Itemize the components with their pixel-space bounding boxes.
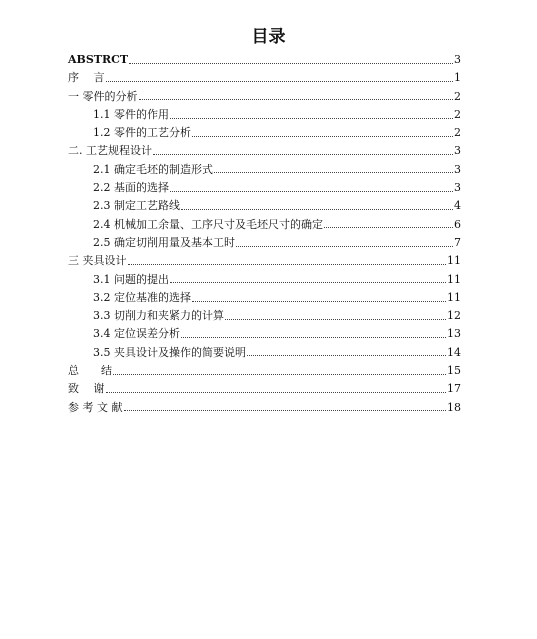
toc-label: 2.3 制定工艺路线 xyxy=(93,199,180,213)
dot-leader xyxy=(324,227,453,228)
toc-page-number: 3 xyxy=(454,144,461,158)
dot-leader xyxy=(129,63,453,64)
dot-leader xyxy=(170,282,446,283)
toc-entry-2-4 xyxy=(68,216,461,234)
toc-entry-1-2 xyxy=(68,124,461,142)
table-of-contents xyxy=(68,51,461,417)
toc-entry-2-5 xyxy=(68,234,461,252)
toc-label: 3.1 问题的提出 xyxy=(93,272,169,286)
toc-label: 序 言 xyxy=(68,71,105,85)
dot-leader xyxy=(124,410,447,411)
toc-page-number: 3 xyxy=(454,181,461,195)
toc-page-number: 13 xyxy=(447,327,461,341)
toc-page-number: 7 xyxy=(454,235,461,249)
toc-entry-2-3 xyxy=(68,197,461,215)
toc-page-number: 2 xyxy=(454,126,461,140)
toc-entry-abstract xyxy=(68,51,461,69)
toc-page-number: 1 xyxy=(454,71,461,85)
toc-page-number: 3 xyxy=(454,162,461,176)
toc-label: ABSTRCT xyxy=(68,53,129,66)
dot-leader xyxy=(153,154,453,155)
dot-leader xyxy=(170,118,453,119)
toc-page-number: 12 xyxy=(447,309,461,323)
toc-label: 3.2 定位基准的选择 xyxy=(93,290,191,304)
toc-page-number: 2 xyxy=(454,107,461,121)
toc-label: 2.4 机械加工余量、工序尺寸及毛坯尺寸的确定 xyxy=(93,217,323,231)
toc-entry-3-1 xyxy=(68,271,461,289)
toc-label: 二. 工艺规程设计 xyxy=(68,144,152,158)
toc-page-number: 14 xyxy=(447,345,461,359)
toc-entry-3-5 xyxy=(68,344,461,362)
toc-entry-summary xyxy=(68,362,461,380)
toc-label: 2.1 确定毛坯的制造形式 xyxy=(93,162,213,176)
toc-label: 2.2 基面的选择 xyxy=(93,181,169,195)
toc-entry-2-2 xyxy=(68,179,461,197)
dot-leader xyxy=(106,81,454,82)
toc-page-number: 4 xyxy=(454,199,461,213)
dot-leader xyxy=(236,246,453,247)
toc-page-number: 18 xyxy=(447,400,461,414)
dot-leader xyxy=(113,374,446,375)
toc-label: 1.2 零件的工艺分析 xyxy=(93,126,191,140)
toc-label: 三 夹具设计 xyxy=(68,254,127,268)
dot-leader xyxy=(181,209,453,210)
toc-entry-2-1 xyxy=(68,161,461,179)
toc-label: 致 谢 xyxy=(68,382,105,396)
toc-label: 一 零件的分析 xyxy=(68,89,138,103)
toc-entry-references xyxy=(68,399,461,417)
toc-entry-1-1 xyxy=(68,106,461,124)
toc-page-number: 11 xyxy=(447,290,461,304)
toc-label: 参 考 文 献 xyxy=(68,400,123,414)
toc-page-number: 6 xyxy=(454,217,461,231)
toc-label: 3.3 切削力和夹紧力的计算 xyxy=(93,309,224,323)
dot-leader xyxy=(106,392,447,393)
dot-leader xyxy=(225,319,446,320)
dot-leader xyxy=(247,355,446,356)
toc-entry-chapter-3 xyxy=(68,252,461,270)
dot-leader xyxy=(128,264,447,265)
dot-leader xyxy=(181,337,446,338)
toc-entry-chapter-2 xyxy=(68,142,461,160)
toc-label: 3.5 夹具设计及操作的简要说明 xyxy=(93,345,246,359)
toc-page-number: 11 xyxy=(447,254,461,268)
dot-leader xyxy=(192,301,446,302)
page-title: 目录 xyxy=(251,27,286,47)
toc-page-number: 17 xyxy=(447,382,461,396)
toc-page-number: 2 xyxy=(454,89,461,103)
toc-entry-3-2 xyxy=(68,289,461,307)
dot-leader xyxy=(139,99,454,100)
toc-entry-chapter-1 xyxy=(68,88,461,106)
toc-label: 总 结 xyxy=(68,364,112,378)
dot-leader xyxy=(214,172,453,173)
toc-label: 3.4 定位误差分析 xyxy=(93,327,180,341)
toc-label: 2.5 确定切削用量及基本工时 xyxy=(93,235,235,249)
toc-page-number: 11 xyxy=(447,272,461,286)
toc-entry-3-4 xyxy=(68,325,461,343)
toc-entry-acknowledgements xyxy=(68,380,461,398)
dot-leader xyxy=(170,191,453,192)
dot-leader xyxy=(192,136,453,137)
toc-entry-preface xyxy=(68,69,461,87)
toc-page-number: 15 xyxy=(447,364,461,378)
toc-entry-3-3 xyxy=(68,307,461,325)
toc-label: 1.1 零件的作用 xyxy=(93,107,169,121)
toc-page-number: 3 xyxy=(454,53,461,66)
